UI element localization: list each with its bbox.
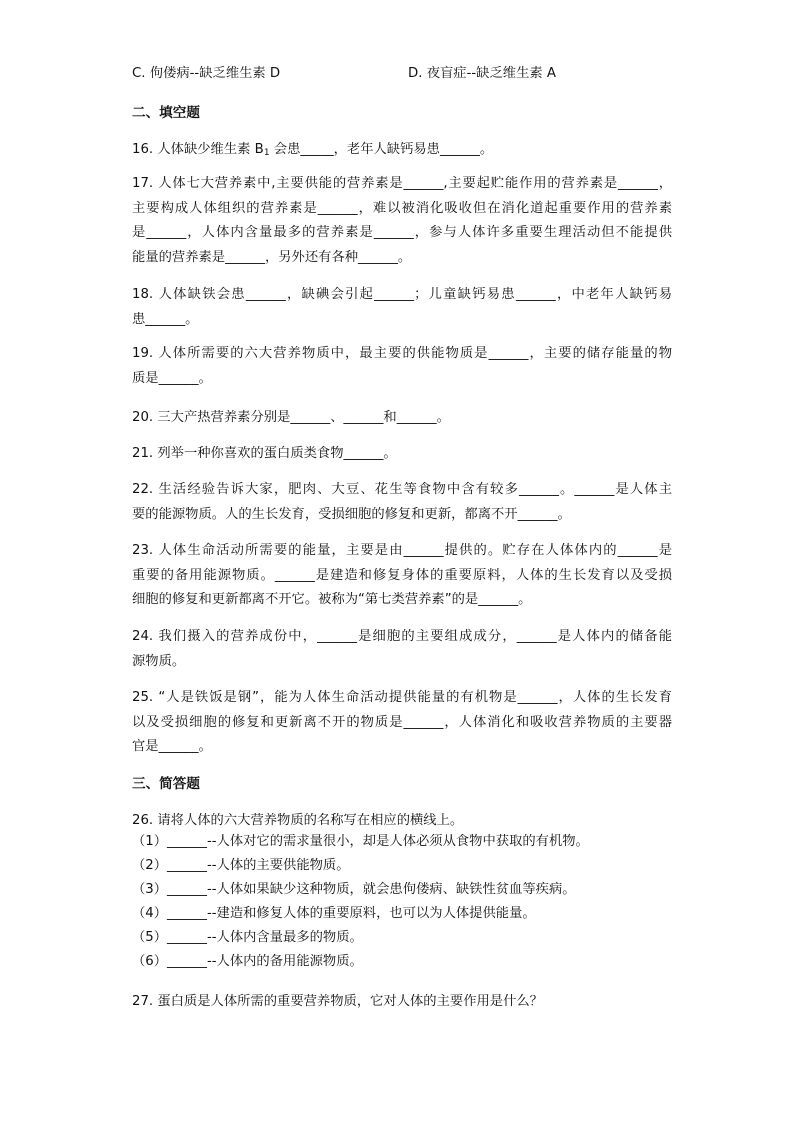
question-23-line: 23. 人体生命活动所需要的能量，主要是由______提供的。贮存在人体体内的______是 [132,543,672,558]
question-26-stem: 26. 请将人体的六大营养物质的名称写在相应的横线上。 [132,813,464,828]
section-short-answer-heading: 三、简答题 [132,776,200,792]
question-16 [132,138,672,158]
question-23-line: 细胞的修复和更新都离不开它。被称为“第七类营养素”的是______。 [132,592,532,607]
question-19-line: 质是______。 [132,370,212,386]
question-25-line: 官是______。 [132,739,212,754]
question-17 [132,172,672,270]
question-26-items [132,830,672,974]
question-22-line: 22. 生活经验告诉大家，肥肉、大豆、花生等食物中含有较多______。______是人体主 [132,482,672,497]
question-17-line: 主要构成人体组织的营养素是______，难以被消化吸收但在消化道起重要作用的营养素 [132,200,672,216]
section-fill-in-blank-heading: 二、填空题 [132,105,200,121]
question-19-line: 19. 人体所需要的六大营养物质中，最主要的供能物质是______，主要的储存能量的物 [132,346,672,361]
question-20: 20. 三大产热营养素分别是______、______和______。 [132,410,450,425]
question-19 [132,342,672,391]
question-26-item: （6）______--人体内的备用能源物质。 [132,954,363,969]
question-18 [132,283,672,332]
option-d: D. 夜盲症--缺乏维生素 A [408,66,556,81]
question-24-line: 24. 我们摄入的营养成份中，______是细胞的主要组成成分，______是人体内的储备能 [132,629,672,644]
question-24 [132,625,672,674]
question-16-suffix: 会患_____，老年人缺钙易患______。 [269,142,494,157]
question-22-line: 要的能源物质。人的生长发育，受损细胞的修复和更新，都离不开______。 [132,506,571,522]
question-16-prefix: 16. 人体缺少维生素 B [132,142,264,157]
question-17-line: 17. 人体七大营养素中,主要供能的营养素是______,主要起贮能作用的营养素是______， [132,176,672,191]
question-26-item: （4）______--建造和修复人体的重要原料，也可以为人体提供能量。 [132,906,536,921]
question-17-line: 能量的营养素是______，另外还有各种______。 [132,249,412,265]
question-23 [132,539,672,613]
question-23-line: 重要的备用能源物质。______是建造和修复身体的重要原料，人体的生长发育以及受损 [132,567,672,583]
question-25-line: 25. “人是铁饭是钢”，能为人体生命活动提供能量的有机物是______，人体的生长发育 [132,690,672,705]
question-26-item: （1）______--人体对它的需求量很小，却是人体必须从食物中获取的有机物。 [132,834,589,849]
question-26-item: （5）______--人体内含量最多的物质。 [132,930,363,945]
question-25-line: 以及受损细胞的修复和更新离不开的物质是______，人体消化和吸收营养物质的主要器 [132,714,672,730]
question-18-line: 患______。 [132,311,199,327]
question-26-item: （3）______--人体如果缺少这种物质，就会患佝偻病、缺铁性贫血等疾病。 [132,882,576,897]
option-c: C. 佝偻病--缺乏维生素 D [132,66,281,81]
answer-options-row [132,62,672,86]
question-17-line: 是______，人体内含量最多的营养素是______，参与人体许多重要生理活动但不能提供 [132,225,672,240]
question-25 [132,686,672,760]
question-16-subscript: 1 [263,148,270,158]
question-18-line: 18. 人体缺铁会患______，缺碘会引起______；儿童缺钙易患______，中老年人缺钙易 [132,287,672,302]
question-21: 21. 列举一种你喜欢的蛋白质类食物______。 [132,446,397,461]
question-26-item: （2）______--人体的主要供能物质。 [132,858,350,873]
question-22 [132,478,672,527]
question-24-line: 源物质。 [132,653,186,669]
question-27: 27. 蛋白质是人体所需的重要营养物质，它对人体的主要作用是什么？ [132,994,543,1009]
